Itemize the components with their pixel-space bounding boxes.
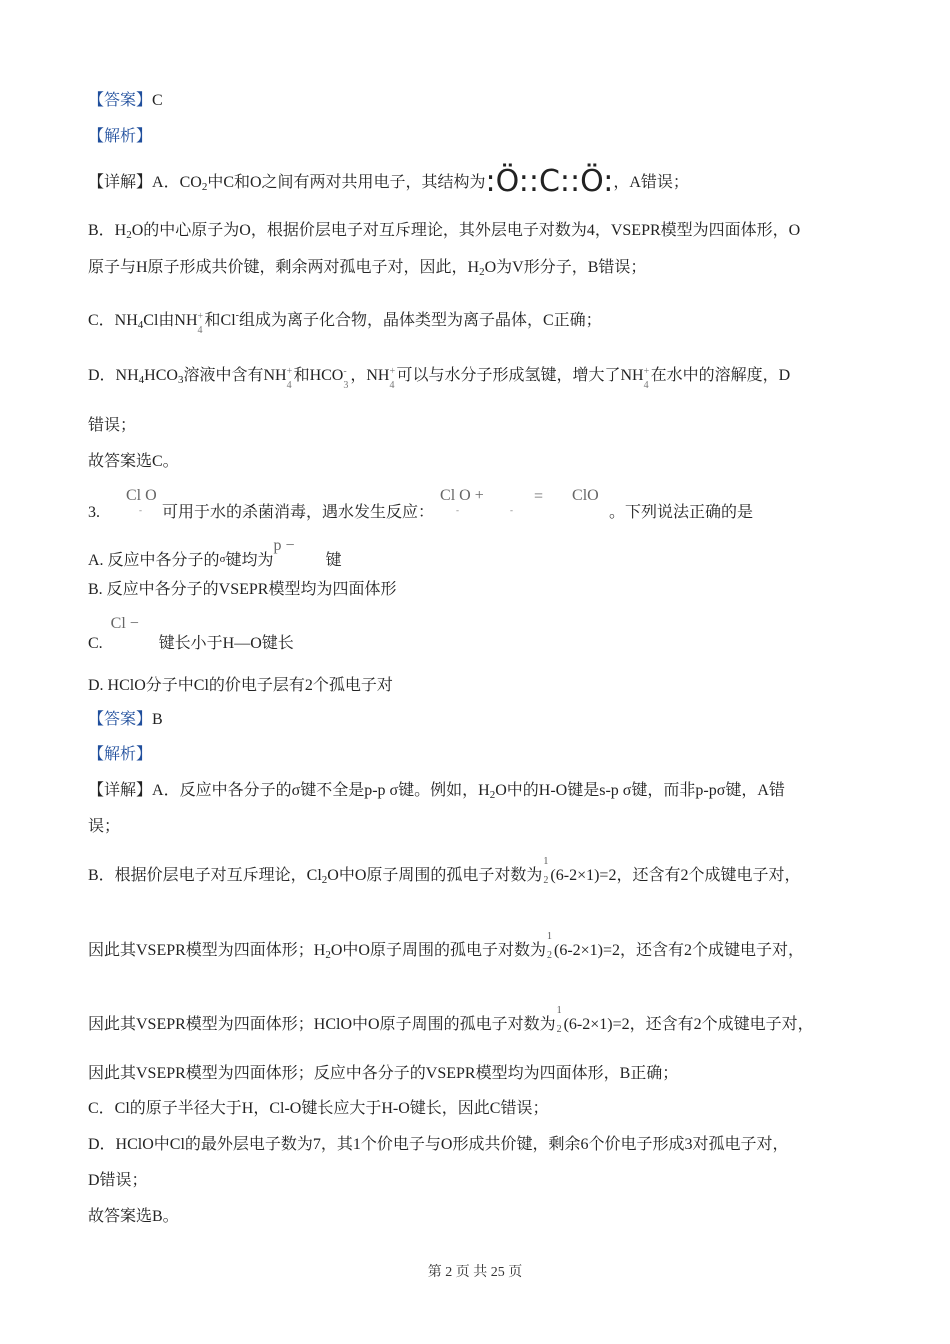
detail2-option-b-line4: 因此其VSEPR模型为四面体形；反应中各分子的VSEPR模型均为四面体形，B正确； (88, 1065, 679, 1082)
formula-text: Cl O (126, 487, 157, 504)
formula-text: p − (273, 537, 295, 554)
subscript: 3 (177, 374, 184, 386)
text: 溶液中含有NH (183, 367, 287, 384)
detail-tag: 【详解】 (88, 174, 153, 191)
text: (6-2×1)=2，还含有2个成键电子对， (553, 942, 805, 959)
detail-tag: 【详解】 (88, 782, 153, 799)
subscript: 2 (479, 266, 485, 278)
superscript: - (235, 310, 239, 321)
detail2-option-b-line3 (88, 1005, 814, 1036)
question-number: 3. (88, 504, 100, 521)
detail1-option-b-line1 (88, 221, 800, 245)
ion-charge (343, 366, 350, 392)
answer-value: B (152, 711, 163, 728)
sigma-symbol: σ (219, 553, 226, 565)
text: C. (88, 635, 103, 652)
detail1-option-d (88, 366, 790, 390)
option-a (88, 537, 342, 571)
subscript: 2 (325, 949, 331, 961)
detail2-option-c: C．Cl的原子半径大于H，Cl-O键长应大于H-O键长，因此C错误； (88, 1100, 549, 1117)
text: 。下列说法正确的是 (609, 504, 754, 521)
text: 可以与水分子形成氢键，增大了NH (396, 367, 644, 384)
text: HCO (144, 367, 178, 384)
ion-charge (286, 366, 294, 392)
detail1-option-c (88, 306, 602, 335)
text: 组成为离子化合物，晶体类型为离子晶体，C正确； (239, 312, 602, 329)
denominator: 2 (546, 950, 552, 962)
count: 4 (643, 380, 649, 392)
charge: + (286, 366, 293, 378)
option-c (88, 615, 294, 654)
subscript: 4 (138, 374, 145, 386)
text: 键长小于H—O键长 (158, 635, 294, 652)
subscript: 2 (126, 229, 132, 241)
detail1-option-a (88, 164, 689, 199)
text: 和HCO (293, 367, 344, 384)
numerator: 1 (556, 1005, 562, 1017)
charge: - (343, 366, 347, 378)
detail1-option-b-line2 (88, 258, 646, 282)
text: O中的H-O键是s-p σ键，而非p-pσ键，A错 (495, 782, 785, 799)
count: 3 (343, 380, 349, 392)
detail1-option-d-cont: 错误； (88, 417, 137, 434)
text: 在水中的溶解度，D (650, 367, 791, 384)
ion-charge (643, 366, 651, 392)
text: (6-2×1)=2，还含有2个成键电子对， (550, 867, 801, 884)
text: D．NH (88, 367, 139, 384)
text: 原子与H原子形成共价键，剩余两对孤电子对，因此，H (88, 259, 480, 276)
option-d: D. HClO分子中Cl的价电子层有2个孤电子对 (88, 677, 393, 694)
page-number-footer: 第 2 页 共 25 页 (427, 1265, 523, 1280)
text: O中O原子周围的孤电子对数为 (327, 867, 543, 884)
formula-text: ClO (572, 487, 599, 504)
ion-charge (197, 311, 205, 337)
subscript: 2 (201, 181, 208, 193)
text: A. 反应中各分子的 (88, 552, 220, 569)
fraction-one-half (556, 1005, 564, 1036)
answer-value: C (152, 92, 163, 109)
subscript: 2 (489, 789, 496, 801)
formula-image (103, 615, 159, 648)
denominator: 2 (543, 875, 549, 887)
numerator: 1 (543, 856, 549, 868)
fraction-one-half (542, 856, 550, 887)
option-b: B. 反应中各分子的VSEPR模型均为四面体形 (88, 581, 397, 598)
formula-mark: - (510, 505, 514, 515)
text: C．NH (88, 312, 138, 329)
charge: + (643, 366, 650, 378)
text: O中O原子周围的孤电子对数为 (330, 942, 546, 959)
formula-text: Cl O + (440, 487, 484, 504)
formula-image-1 (122, 487, 162, 517)
text: A．反应中各分子的σ键不全是p-p σ键。例如，H (152, 782, 490, 799)
charge: + (197, 311, 204, 323)
detail2-conclusion: 故答案选B。 (88, 1208, 179, 1225)
count: 4 (389, 380, 395, 392)
formula-text: Cl − (110, 615, 139, 632)
text: (6-2×1)=2，还含有2个成键电子对， (563, 1016, 814, 1033)
detail2-option-b-line2 (88, 931, 805, 965)
text: 和Cl (204, 312, 236, 329)
fraction-one-half (546, 931, 554, 962)
question-3-stem (88, 487, 754, 523)
detail1-conclusion: 故答案选C。 (88, 453, 179, 470)
formula-image (273, 537, 326, 565)
detail2-option-a-line2: 误； (88, 818, 121, 835)
text: 键均为 (225, 552, 274, 569)
count: 4 (286, 380, 292, 392)
detail2-option-a-line1 (88, 781, 785, 805)
text: B．H (88, 222, 127, 239)
answer-line-1 (88, 91, 163, 111)
charge: + (389, 366, 396, 378)
text: 因此其VSEPR模型为四面体形；HClO中O原子周围的孤电子对数为 (88, 1016, 556, 1033)
detail2-option-d-line1: D．HClO中Cl的最外层电子数为7，其1个价电子与O形成共价键，剩余6个价电子形成3对孤电子对， (88, 1136, 789, 1153)
text: O的中心原子为O，根据价层电子对互斥理论，其外层电子对数为4，VSEPR模型为四面体形，O (131, 222, 801, 239)
text: A．CO (152, 174, 202, 191)
denominator: 2 (556, 1024, 562, 1036)
analysis-tag-1: 【解析】 (88, 128, 153, 145)
text: 键 (325, 552, 342, 569)
numerator: 1 (546, 931, 552, 943)
text: 因此其VSEPR模型为四面体形；H (88, 942, 326, 959)
answer-line-2 (88, 710, 163, 730)
equals-sign: = (534, 488, 544, 505)
subscript: 2 (321, 874, 328, 886)
text: O为V形分子，B错误； (484, 259, 647, 276)
reaction-equation (434, 487, 609, 517)
text: Cl由NH (143, 312, 198, 329)
text: 可用于水的杀菌消毒，遇水发生反应： (162, 504, 435, 521)
text: ，NH (350, 367, 390, 384)
answer-tag: 【答案】 (88, 711, 153, 728)
detail2-option-d-line2: D错误； (88, 1172, 148, 1189)
answer-tag: 【答案】 (88, 92, 153, 109)
formula-mark: - (456, 505, 460, 515)
text: 中C和O之间有两对共用电子，其结构为 (207, 174, 486, 191)
text: B．根据价层电子对互斥理论，Cl (88, 867, 322, 884)
ion-charge (389, 366, 397, 392)
detail2-option-b-line1 (88, 856, 801, 890)
text: ，A错误； (613, 174, 689, 191)
analysis-tag-2: 【解析】 (88, 746, 153, 763)
co2-lewis-structure: :Ö::C::Ö: (485, 164, 614, 199)
formula-mark: - (139, 505, 142, 515)
count: 4 (197, 325, 203, 337)
subscript: 4 (137, 319, 144, 331)
